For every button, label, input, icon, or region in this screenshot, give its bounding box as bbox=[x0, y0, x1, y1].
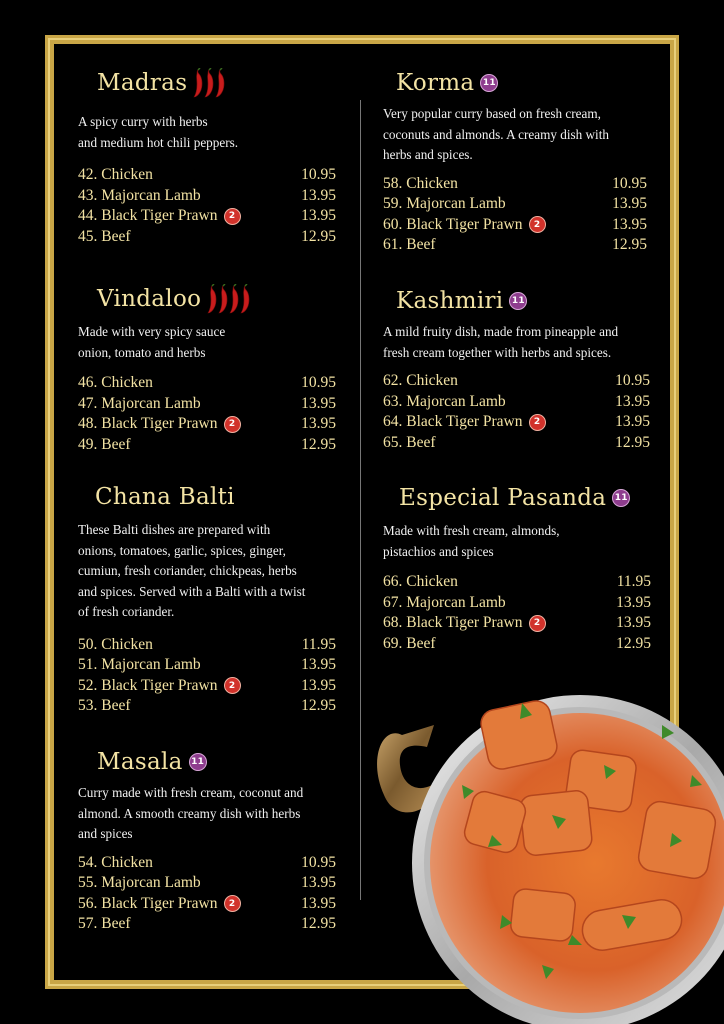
menu-item-name: 49. Beef bbox=[78, 435, 131, 453]
allergen-badge: 11 bbox=[509, 292, 527, 310]
menu-item bbox=[383, 613, 651, 634]
menu-item bbox=[78, 914, 336, 935]
allergen-badge: 2 bbox=[529, 615, 546, 632]
menu-item-name: 68. Black Tiger Prawn bbox=[383, 614, 523, 632]
section-vindaloo bbox=[78, 284, 336, 455]
menu-item-name: 63. Majorcan Lamb bbox=[383, 392, 506, 410]
column-divider bbox=[360, 100, 361, 900]
description-line: Curry made with fresh cream, coconut and bbox=[78, 785, 304, 800]
menu-item-name: 45. Beef bbox=[78, 227, 131, 245]
section-especial-pasanda bbox=[383, 485, 651, 654]
section-title: Vindaloo bbox=[97, 286, 202, 312]
menu-item-price: 12.95 bbox=[301, 227, 336, 245]
description-line: and spices. Served with a Balti with a twist bbox=[78, 583, 306, 599]
item-list bbox=[383, 371, 650, 453]
menu-item-price: 12.95 bbox=[616, 634, 651, 652]
menu-item bbox=[78, 853, 336, 874]
description-line: and spices bbox=[78, 826, 133, 841]
item-list bbox=[78, 853, 336, 935]
menu-item-name: 42. Chicken bbox=[78, 166, 153, 184]
section-title: Especial Pasanda bbox=[399, 485, 607, 511]
menu-item-price: 10.95 bbox=[612, 174, 647, 192]
menu-item bbox=[383, 371, 650, 392]
menu-item bbox=[383, 235, 647, 256]
menu-item-name: 44. Black Tiger Prawn bbox=[78, 207, 218, 225]
menu-item bbox=[78, 696, 336, 717]
item-list bbox=[383, 174, 647, 256]
menu-item-price: 13.95 bbox=[616, 593, 651, 611]
description-line: and medium hot chili peppers. bbox=[78, 134, 239, 150]
menu-item bbox=[78, 414, 336, 435]
allergen-badge: 11 bbox=[480, 74, 498, 92]
menu-item-name: 56. Black Tiger Prawn bbox=[78, 894, 218, 912]
menu-item-name: 55. Majorcan Lamb bbox=[78, 874, 201, 892]
description-line: fresh cream together with herbs and spices. bbox=[383, 344, 612, 360]
allergen-badge: 2 bbox=[529, 414, 546, 431]
menu-item-name: 51. Majorcan Lamb bbox=[78, 656, 201, 674]
section-chana-balti bbox=[78, 484, 336, 717]
menu-item bbox=[383, 572, 651, 593]
description-line: Very popular curry based on fresh cream, bbox=[383, 106, 601, 121]
section-title: Madras bbox=[97, 70, 188, 96]
menu-item bbox=[78, 227, 336, 248]
description-line: A spicy curry with herbs bbox=[78, 114, 208, 129]
menu-item bbox=[78, 635, 336, 656]
menu-item-price: 13.95 bbox=[301, 656, 336, 674]
menu-item bbox=[78, 394, 336, 415]
menu-item bbox=[78, 435, 336, 456]
menu-item bbox=[78, 373, 336, 394]
section-description bbox=[78, 520, 336, 623]
menu-item-price: 10.95 bbox=[615, 372, 650, 390]
menu-item-name: 46. Chicken bbox=[78, 374, 153, 392]
description-line: almond. A smooth creamy dish with herbs bbox=[78, 805, 301, 821]
item-list bbox=[383, 572, 651, 654]
menu-item bbox=[78, 206, 336, 227]
section-description bbox=[383, 521, 651, 562]
allergen-badge: 2 bbox=[224, 416, 241, 433]
section-description bbox=[78, 112, 336, 153]
allergen-badge: 2 bbox=[224, 208, 241, 225]
allergen-badge: 11 bbox=[189, 753, 207, 771]
menu-item-name: 66. Chicken bbox=[383, 573, 458, 591]
menu-item bbox=[383, 634, 651, 655]
description-line: onions, tomatoes, garlic, spices, ginger, bbox=[78, 542, 286, 558]
menu-item-price: 13.95 bbox=[615, 392, 650, 410]
menu-item-name: 65. Beef bbox=[383, 433, 436, 451]
description-line: A mild fruity dish, made from pineapple and bbox=[383, 324, 619, 339]
description-line: Made with very spicy sauce bbox=[78, 324, 226, 339]
menu-item-name: 69. Beef bbox=[383, 634, 436, 652]
menu-item bbox=[78, 894, 336, 915]
menu-item-name: 50. Chicken bbox=[78, 635, 153, 653]
menu-item-price: 10.95 bbox=[301, 853, 336, 871]
menu-item-price: 13.95 bbox=[301, 186, 336, 204]
section-description bbox=[383, 322, 650, 363]
description-line: pistachios and spices bbox=[383, 543, 494, 559]
menu-item-price: 13.95 bbox=[301, 415, 336, 433]
menu-item bbox=[383, 215, 647, 236]
curry-bowl-photo bbox=[372, 665, 724, 1024]
menu-item-name: 54. Chicken bbox=[78, 853, 153, 871]
allergen-badge: 2 bbox=[224, 895, 241, 912]
menu-item bbox=[78, 165, 336, 186]
menu-item-name: 59. Majorcan Lamb bbox=[383, 195, 506, 213]
menu-item-price: 13.95 bbox=[612, 195, 647, 213]
description-line: onion, tomato and herbs bbox=[78, 344, 206, 360]
menu-item bbox=[383, 392, 650, 413]
menu-item bbox=[78, 655, 336, 676]
section-title: Korma bbox=[396, 70, 475, 96]
menu-item-price: 13.95 bbox=[301, 207, 336, 225]
menu-item-price: 12.95 bbox=[612, 236, 647, 254]
section-title: Masala bbox=[97, 749, 183, 775]
section-masala bbox=[78, 749, 336, 935]
menu-item-name: 53. Beef bbox=[78, 697, 131, 715]
description-line: Made with fresh cream, almonds, bbox=[383, 523, 560, 538]
menu-item-name: 60. Black Tiger Prawn bbox=[383, 215, 523, 233]
menu-item-price: 12.95 bbox=[301, 915, 336, 933]
description-line: cumiun, fresh coriander, chickpeas, herbs bbox=[78, 563, 297, 578]
description-line: herbs and spices. bbox=[383, 147, 473, 162]
menu-item-name: 61. Beef bbox=[383, 236, 436, 254]
section-title: Kashmiri bbox=[396, 288, 504, 314]
menu-item-price: 11.95 bbox=[301, 635, 336, 653]
menu-item-name: 58. Chicken bbox=[383, 174, 458, 192]
menu-item-price: 12.95 bbox=[301, 697, 336, 715]
allergen-badge: 2 bbox=[224, 677, 241, 694]
item-list bbox=[78, 635, 336, 717]
menu-item-price: 13.95 bbox=[301, 676, 336, 694]
menu-item bbox=[383, 174, 647, 195]
section-korma bbox=[383, 70, 647, 256]
menu-item-price: 11.95 bbox=[616, 573, 651, 591]
allergen-badge: 2 bbox=[529, 216, 546, 233]
menu-item-name: 57. Beef bbox=[78, 915, 131, 933]
menu-item-price: 13.95 bbox=[301, 394, 336, 412]
description-line: These Balti dishes are prepared with bbox=[78, 522, 271, 537]
description-line: of fresh coriander. bbox=[78, 604, 175, 619]
section-title: Chana Balti bbox=[95, 484, 235, 510]
menu-item-price: 12.95 bbox=[615, 433, 650, 451]
item-list bbox=[78, 165, 336, 247]
menu-item-price: 13.95 bbox=[615, 413, 650, 431]
chili-pepper-icon bbox=[207, 284, 251, 314]
menu-item-name: 48. Black Tiger Prawn bbox=[78, 415, 218, 433]
menu-item-name: 64. Black Tiger Prawn bbox=[383, 413, 523, 431]
menu-item-name: 43. Majorcan Lamb bbox=[78, 186, 201, 204]
item-list bbox=[78, 373, 336, 455]
section-description bbox=[78, 783, 336, 845]
section-madras bbox=[78, 68, 336, 247]
menu-item-price: 10.95 bbox=[301, 166, 336, 184]
menu-item-name: 47. Majorcan Lamb bbox=[78, 394, 201, 412]
menu-item-name: 62. Chicken bbox=[383, 372, 458, 390]
menu-item-price: 13.95 bbox=[612, 215, 647, 233]
menu-item-price: 13.95 bbox=[616, 614, 651, 632]
menu-item bbox=[78, 186, 336, 207]
menu-item-name: 67. Majorcan Lamb bbox=[383, 593, 506, 611]
description-line: coconuts and almonds. A creamy dish with bbox=[383, 126, 609, 142]
menu-item bbox=[383, 593, 651, 614]
menu-item-price: 10.95 bbox=[301, 374, 336, 392]
menu-item-price: 13.95 bbox=[301, 894, 336, 912]
chili-pepper-icon bbox=[193, 68, 226, 98]
menu-item bbox=[383, 194, 647, 215]
menu-item bbox=[78, 676, 336, 697]
section-description bbox=[383, 104, 647, 166]
allergen-badge: 11 bbox=[612, 489, 630, 507]
section-kashmiri bbox=[383, 288, 650, 453]
menu-item-price: 13.95 bbox=[301, 874, 336, 892]
menu-item bbox=[383, 433, 650, 454]
menu-item-name: 52. Black Tiger Prawn bbox=[78, 676, 218, 694]
menu-item-price: 12.95 bbox=[301, 435, 336, 453]
menu-item bbox=[383, 412, 650, 433]
section-description bbox=[78, 322, 336, 363]
menu-item bbox=[78, 873, 336, 894]
